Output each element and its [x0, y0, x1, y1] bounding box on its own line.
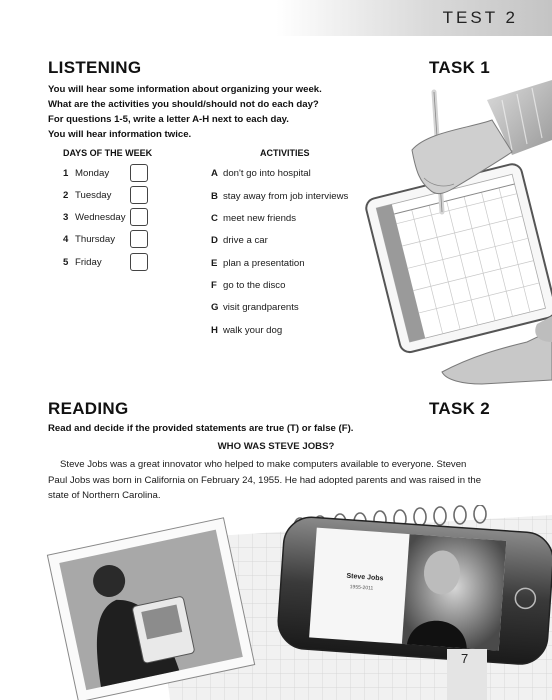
activity-label: walk your dog: [223, 325, 283, 336]
activity-label: drive a car: [223, 235, 268, 246]
day-row: [63, 208, 126, 226]
listening-instruction-1: You will hear some information about organizing your week.: [48, 84, 322, 95]
reading-heading: READING: [48, 399, 129, 418]
activity-label: stay away from job interviews: [223, 191, 349, 202]
listening-instruction-3: For questions 1-5, write a letter A-H next to each day.: [48, 114, 289, 125]
activity-letter: D: [211, 235, 218, 246]
day-label: Friday: [75, 256, 102, 268]
activity-row: [211, 235, 268, 246]
day-row: [63, 230, 115, 248]
activity-letter: A: [211, 168, 218, 179]
activity-letter: H: [211, 325, 218, 336]
article-title: WHO WAS STEVE JOBS?: [217, 441, 335, 452]
activity-letter: B: [211, 191, 218, 202]
activity-row: [211, 302, 299, 313]
day-number: 3: [63, 211, 69, 223]
answer-box-1[interactable]: [130, 164, 148, 182]
day-number: 1: [63, 167, 69, 179]
page-number-box: [447, 649, 487, 700]
activity-row: [211, 280, 285, 291]
activity-row: [211, 258, 305, 269]
listening-heading: LISTENING: [48, 58, 142, 77]
day-row: [63, 186, 111, 204]
activity-label: visit grandparents: [223, 302, 299, 313]
activity-row: [211, 325, 282, 336]
activity-letter: G: [211, 302, 219, 313]
activity-row: [211, 213, 296, 224]
answer-box-2[interactable]: [130, 186, 148, 204]
day-label: Tuesday: [75, 189, 112, 201]
listening-instruction-4: You will hear information twice.: [48, 129, 192, 140]
answer-box-3[interactable]: [130, 208, 148, 226]
tablet-calendar-photo: [362, 80, 552, 390]
day-row: [63, 253, 102, 271]
day-label: Thursday: [75, 233, 115, 245]
day-label: Monday: [75, 167, 110, 179]
article-paragraph: Steve Jobs was a great innovator who helped to make computers available to everyone. Steven Paul Jobs was born in California on February 24, 1955. He had adopted parents and was raised in the state of Northern Carolina.: [48, 459, 482, 501]
reading-instruction: Read and decide if the provided statements are true (T) or false (F).: [48, 423, 354, 434]
task1-label: TASK 1: [429, 58, 490, 77]
activity-label: go to the disco: [223, 280, 286, 291]
task2-label: TASK 2: [429, 399, 490, 418]
day-number: 2: [63, 189, 69, 201]
activity-letter: E: [211, 258, 218, 269]
activity-row: [211, 191, 348, 202]
phone-name: Steve Jobs: [346, 572, 384, 583]
day-row: [63, 164, 109, 182]
activity-letter: F: [211, 280, 217, 291]
listening-instruction-2: What are the activities you should/should not do each day?: [48, 99, 319, 110]
days-heading: DAYS OF THE WEEK: [63, 148, 153, 158]
day-label: Wednesday: [75, 211, 126, 223]
test-label: TEST 2: [442, 8, 518, 27]
page-number: 7: [461, 651, 469, 666]
activity-row: [211, 168, 311, 179]
activity-label: don't go into hospital: [223, 168, 311, 179]
day-number: 5: [63, 256, 69, 268]
activity-label: plan a presentation: [223, 258, 305, 269]
activities-heading: ACTIVITIES: [260, 148, 310, 158]
phone-years: 1955-2011: [349, 584, 374, 592]
activity-letter: C: [211, 213, 218, 224]
answer-box-4[interactable]: [130, 230, 148, 248]
answer-box-5[interactable]: [130, 253, 148, 271]
day-number: 4: [63, 233, 69, 245]
activity-label: meet new friends: [223, 213, 297, 224]
